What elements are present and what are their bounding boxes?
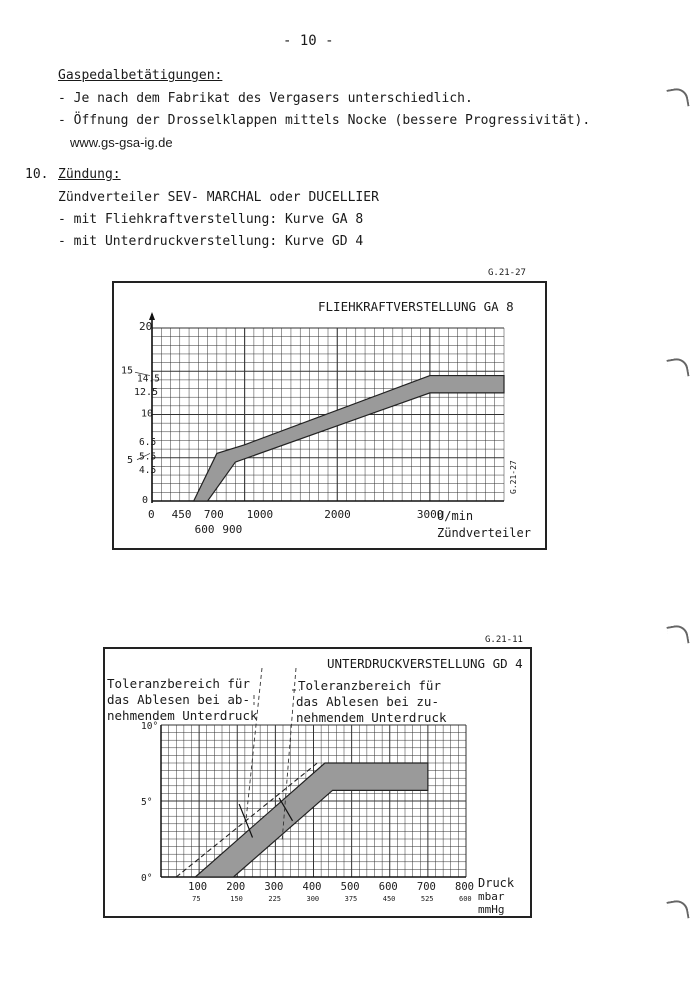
chart1-y-tick-label: 12.5 bbox=[134, 386, 159, 398]
chart1-xlabel: U/min bbox=[437, 509, 474, 523]
gas-item-1: - Je nach dem Fabrikat des Vergasers unterschiedlich. bbox=[58, 91, 473, 106]
chart1-y-tick-label: 10 bbox=[141, 408, 154, 420]
page-number: - 10 - bbox=[283, 33, 334, 49]
chart2-x-tick-mmhg: 300 bbox=[306, 895, 320, 903]
ignition-line1: Zündverteiler SEV- MARCHAL oder DUCELLIER bbox=[58, 190, 379, 205]
gas-item-2: - Öffnung der Drosselklappen mittels Nocke (bessere Progressivität). bbox=[58, 113, 591, 128]
chart2-x-tick-mbar: 600 bbox=[378, 881, 398, 893]
chart1-title: FLIEHKRAFTVERSTELLUNG GA 8 bbox=[318, 299, 514, 314]
chart1-side-reference: G.21-27 bbox=[509, 460, 518, 494]
chart2-xlabel: Druck bbox=[478, 876, 515, 890]
chart2-annotation-left-3: nehmendem Unterdruck bbox=[107, 708, 258, 723]
chart2-x-tick-mbar: 500 bbox=[340, 881, 360, 893]
ignition-item-1: - mit Fliehkraftverstellung: Kurve GA 8 bbox=[58, 212, 364, 227]
gas-heading: Gaspedalbetätigungen: bbox=[58, 68, 223, 83]
chart1-y-tick-label: 15 bbox=[121, 365, 134, 377]
chart2-reference: G.21-11 bbox=[485, 635, 523, 645]
chart2-x-tick-mbar: 400 bbox=[302, 881, 322, 893]
chart2-x-tick-mbar: 300 bbox=[264, 881, 284, 893]
chart1-y-tick-label: 14.5 bbox=[137, 373, 160, 385]
chart1-x-tick-label: 900 bbox=[222, 523, 243, 536]
chart2-annotation-right-2: das Ablesen bei zu- bbox=[296, 694, 439, 709]
chart2-x-tick-mbar: 800 bbox=[455, 881, 474, 893]
chart2-y-tick-label: 0° bbox=[141, 873, 153, 884]
chart2-x-tick-mmhg: 150 bbox=[230, 895, 243, 903]
chart1-y-tick-label: 20 bbox=[139, 320, 153, 333]
chart1-y-tick-label: 6.5 bbox=[139, 436, 157, 448]
chart2-annotation-left-2: das Ablesen bei ab- bbox=[107, 692, 250, 707]
chart2-x-tick-mmhg: 75 bbox=[192, 895, 201, 903]
chart2-xlabel-unit-mmhg: mmHg bbox=[478, 903, 505, 916]
ignition-item-2: - mit Unterdruckverstellung: Kurve GD 4 bbox=[58, 234, 364, 249]
chart1-y-tick-label: 5.5 bbox=[139, 451, 157, 463]
chart2-x-tick-mmhg: 525 bbox=[420, 895, 434, 903]
chart1-y-tick-label: 5 bbox=[127, 454, 134, 466]
chart1-xlabel2: Zündverteiler bbox=[437, 526, 531, 540]
chart1-x-tick-label: 0 bbox=[148, 508, 155, 521]
chart2-annotation-right-3: nehmendem Unterdruck bbox=[296, 710, 447, 725]
chart2-annotation-right-1: Toleranzbereich für bbox=[298, 678, 441, 693]
chart1-y-tick-label: 0 bbox=[142, 495, 149, 506]
chart2-x-tick-mmhg: 600 bbox=[459, 895, 472, 903]
chart2-x-tick-mbar: 200 bbox=[226, 881, 246, 893]
chart2-y-tick-label: 10° bbox=[141, 721, 159, 732]
chart2-title: UNTERDRUCKVERSTELLUNG GD 4 bbox=[327, 656, 523, 671]
chart2-x-tick-mmhg: 225 bbox=[268, 895, 282, 903]
chart2-x-tick-mbar: 100 bbox=[188, 881, 208, 893]
chart1-y-tick-label: 4.5 bbox=[139, 465, 157, 477]
chart2-x-tick-mmhg: 375 bbox=[344, 895, 358, 903]
ignition-heading: Zündung: bbox=[58, 167, 121, 182]
chart1-x-tick-label: 700 bbox=[203, 508, 224, 521]
chart2-xlabel-unit-mbar: mbar bbox=[478, 890, 505, 903]
website-link[interactable]: www.gs-gsa-ig.de bbox=[70, 135, 173, 150]
chart1-x-tick-label: 450 bbox=[171, 508, 192, 521]
chart2-x-tick-mbar: 700 bbox=[416, 881, 436, 893]
chart2-annotation-left-1: Toleranzbereich für bbox=[107, 676, 250, 691]
chart1-x-tick-label: 2000 bbox=[324, 508, 351, 521]
chart2-tolerance-band bbox=[195, 763, 428, 877]
chart2-x-tick-mmhg: 450 bbox=[382, 895, 396, 903]
chart1-x-tick-label: 3000 bbox=[416, 508, 444, 521]
chart1-x-tick-label: 1000 bbox=[246, 508, 274, 521]
chart2-y-tick-label: 5° bbox=[141, 797, 153, 808]
chart1-reference: G.21-27 bbox=[488, 268, 526, 278]
ignition-number: 10. bbox=[25, 167, 49, 182]
chart1-x-tick-label: 600 bbox=[194, 523, 215, 536]
